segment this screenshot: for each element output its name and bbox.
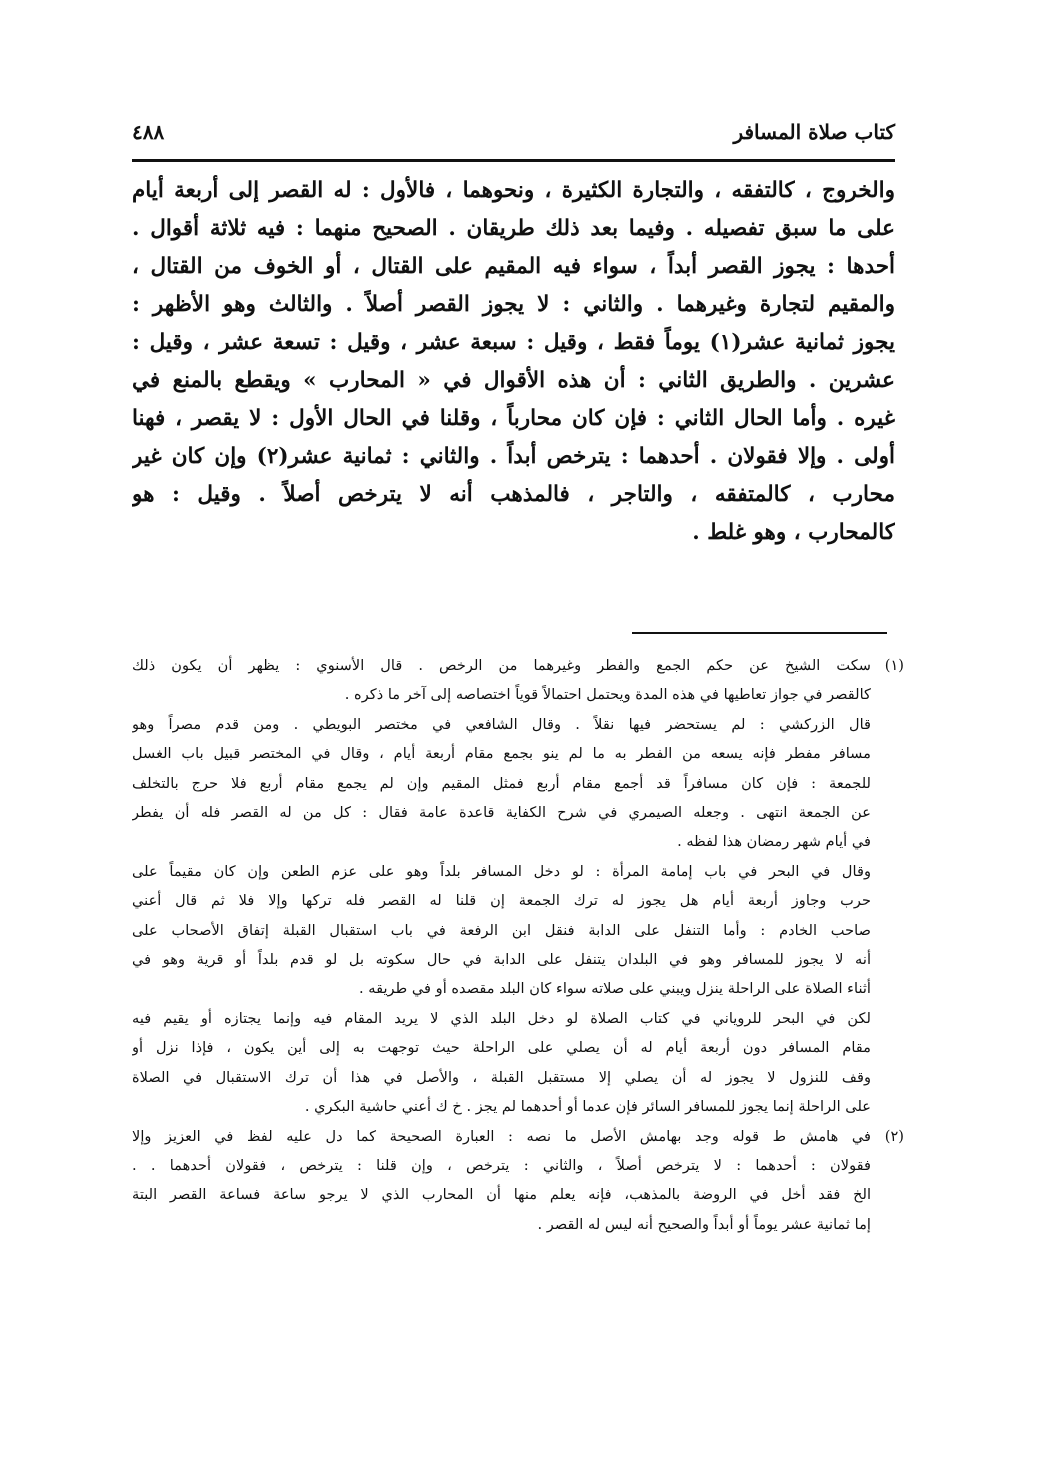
main-text-line: على ما سبق تفصيله . وفيما بعد ذلك طريقان . الصحيح منهما : فيه ثلاثة أقوال .: [132, 216, 895, 241]
footnote-number: (١): [884, 657, 904, 674]
footnote-line: في أيام شهر رمضان هذا لفظه .: [677, 833, 871, 851]
footnote-line: مقام المسافر دون أربعة أيام له أن يصلي على الراحلة حيث توجهت به إلى أين يكون ، فإذا نزل أو: [132, 1039, 871, 1057]
main-text-line: كالمحارب ، وهو غلط .: [692, 520, 895, 545]
footnote-text: في هامش ط قوله وجد بهامش الأصل ما نصه : العبارة الصحيحة كما دل عليه لفظ في العزيز وإلا: [132, 1127, 871, 1145]
footnote-line: [132, 1122, 904, 1151]
footnote-line: أثناء الصلاة على الراحلة ينزل ويبني على صلاته سواء كان البلد مقصده أو في طريقه .: [359, 980, 871, 998]
main-text-line: غيره . وأما الحال الثاني : فإن كان محارباً ، وقلنا في الحال الأول : لا يقصر ، فهنا: [132, 406, 895, 431]
footnotes: [132, 651, 904, 1239]
footnote-line: للجمعة : فإن كان مسافراً قد أجمع مقام أربع فمثل المقيم وإن لم يجمع مقام أربع فلا حرج بالتخلف: [132, 774, 871, 792]
footnote-text: سكت الشيخ عن حكم الجمع والفطر وغيرهما من الرخص . قال الأسنوي : يظهر أن يكون ذلك: [132, 657, 871, 674]
footnote-line: لكن في البحر للروياني في كتاب الصلاة لو دخل البلد الذي لا يريد المقام فيه وإنما يجتازه أو يقيم فيه: [132, 1009, 871, 1027]
footnote-1: [132, 651, 904, 1122]
footnote-line: [132, 651, 904, 680]
footnote-line: قال الزركشي : لم يستحضر فيها نقلاً . وقال الشافعي في مختصر البويطي . ومن قدم مصراً وهو: [132, 715, 871, 733]
main-text-line: محارب ، كالمتفقه ، والتاجر ، فالمذهب أنه لا يترخص أصلاً . وقيل : هو: [132, 482, 895, 507]
main-text-line: أحدها : يجوز القصر أبداً ، سواء فيه المقيم على القتال ، أو الخوف من القتال ،: [132, 254, 895, 279]
footnote-line: أنه لا يجوز للمسافر وهو في البلدان يتنفل على الدابة في حال سكوته بل لو قدم بلداً أو قرية وهو في: [132, 951, 871, 969]
footnote-line: الخ فقد أخل في الروضة بالمذهب، فإنه يعلم منها أن المحارب الذي لا يرجو ساعة فساعة القصر البتة: [132, 1186, 871, 1204]
main-text-line: أولى . وإلا فقولان . أحدهما : يترخص أبداً . والثاني : ثمانية عشر(٢) وإن كان غير: [132, 444, 895, 469]
footnote-line: إما ثمانية عشر يوماً أو أبداً والصحيح أنه ليس له القصر .: [537, 1215, 871, 1233]
footnote-number: (٢): [884, 1127, 904, 1145]
footnote-separator: [632, 632, 887, 634]
footnote-line: وقف للنزول لا يجوز له أن يصلي إلا مستقبل القبلة ، والأصل في هذا أن ترك الاستقبال في الصلاة: [132, 1068, 871, 1086]
footnote-line: وقال في البحر في باب إمامة المرأة : لو دخل المسافر بلداً وهو على عزم الطعن وإن كان مقيماً على: [132, 862, 871, 880]
footnote-line: كالقصر في جواز تعاطيها في هذه المدة ويحتمل احتمالاً قوياً اختصاصه إلى آخر ما ذكره .: [344, 686, 871, 704]
footnote-line: مسافر مفطر فإنه يسعه من الفطر به ما لم ينو بجمع مقام أربعة أيام ، وقال في المختصر قبيل باب الغسل: [132, 745, 871, 763]
page-number: ٤٨٨: [132, 120, 165, 144]
main-text-line: يجوز ثمانية عشر(١) يوماً فقط ، وقيل : سبعة عشر ، وقيل : تسعة عشر ، وقيل :: [132, 330, 895, 355]
page-header: [132, 118, 895, 154]
footnote-line: صاحب الخادم : وأما التنفل على الدابة فنقل ابن الرفعة في باب استقبال القبلة إتفاق الأصحاب على: [132, 921, 871, 939]
main-text: [132, 172, 895, 552]
main-text-line: والخروج ، كالتفقه ، والتجارة الكثيرة ، ونحوهما ، فالأول : له القصر إلى أربعة أيام: [132, 178, 895, 203]
footnote-line: حرب وجاوز أربعة أيام هل يجوز له ترك الجمعة إن قلنا له القصر فله تركها وإلا فلا ثم قال أعني: [132, 892, 871, 910]
footnote-line: عن الجمعة انتهى . وجعله الصيمري في شرح الكفاية قاعدة عامة فقال : كل من له القصر فله أن يفطر: [132, 804, 871, 822]
chapter-title: كتاب صلاة المسافر: [733, 120, 895, 144]
main-text-line: عشرين . والطريق الثاني : أن هذه الأقوال في « المحارب » ويقطع بالمنع في: [132, 368, 895, 393]
header-rule: [132, 159, 895, 162]
main-text-line: والمقيم لتجارة وغيرهما . والثاني : لا يجوز القصر أصلاً . والثالث وهو الأظهر :: [132, 292, 895, 317]
footnote-2: [132, 1122, 904, 1240]
footnote-line: على الراحلة إنما يجوز للمسافر السائر فإن عدما أو أحدهما لم يجز . خ ك أعني حاشية البكري .: [304, 1098, 871, 1116]
footnote-line: فقولان : أحدهما : لا يترخص أصلاً ، والثاني : يترخص ، وإن قلنا : يترخص ، فقولان أحدهما . .: [132, 1156, 871, 1174]
